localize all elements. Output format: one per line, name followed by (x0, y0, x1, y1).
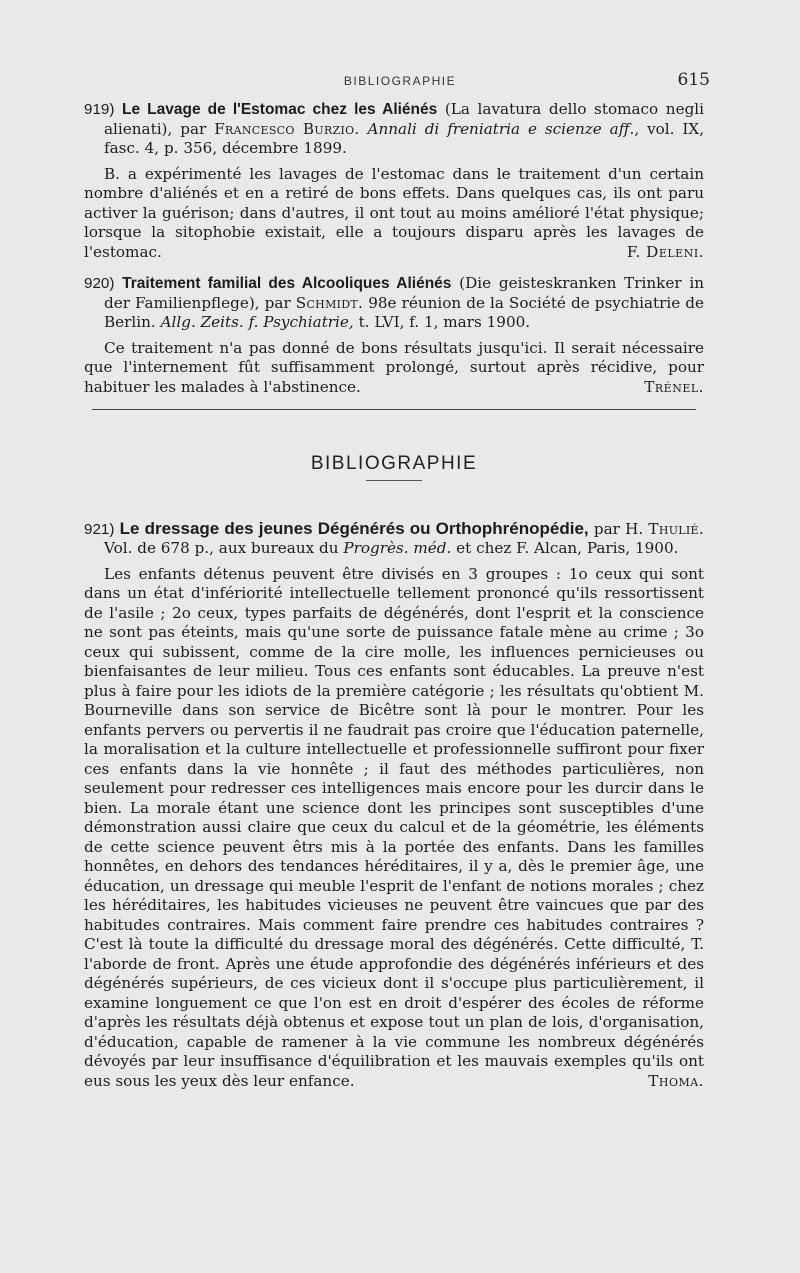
entry-by: par H. (593, 519, 644, 538)
entry-body (84, 339, 704, 398)
entry-signature: Trénel. (644, 377, 704, 396)
entry-details-2: et chez F. Alcan, Paris, 1900. (456, 539, 679, 557)
entry-title: Traitement familial des Alcooliques Aliénés (122, 275, 452, 292)
section-underline (366, 480, 422, 481)
entry-body-text: B. a expérimenté les lavages de l'estomac dans le traitement d'un certain nombre d'aliénés et en a retiré de bons effets. Dans quelques cas, ils ont paru activer la guérison; dans d'autres, il ont tout au moins amélioré l'état physique; lorsque la sitophobie existait, elle a toujours disparu après les lavages de l'estomac. (84, 164, 704, 261)
entry-920 (84, 274, 704, 397)
section-title: BIBLIOGRAPHIE (310, 453, 478, 474)
entry-details: Vol. de 678 p., aux bureaux du (104, 539, 339, 557)
page-number: 615 (677, 70, 710, 90)
entry-body (84, 165, 704, 263)
entry-number: 921) (84, 520, 115, 538)
entry-signature: Thoma. (648, 1071, 704, 1090)
entry-921 (84, 519, 704, 1092)
entry-details: , vol. IX, fasc. 4, p. 356, décembre 1899. (104, 119, 705, 157)
entry-journal: Annali di freniatria e scienze aff. (367, 119, 635, 138)
entry-details: t. LVI, f. 1, mars 1900. (358, 313, 531, 331)
entry-919 (84, 100, 704, 262)
entry-heading (84, 100, 704, 159)
entry-heading (84, 274, 704, 333)
entry-journal: Allg. Zeits. f. Psychiatrie, (160, 313, 354, 331)
entry-number: 919) (84, 101, 115, 118)
section-divider (92, 409, 696, 410)
entry-number: 920) (84, 275, 115, 292)
entry-author: Schmidt. (295, 293, 364, 312)
entry-signature: F. Deleni. (626, 242, 704, 261)
entry-subtitle: (La lavatura dello stomaco negli alienati), par (104, 100, 705, 138)
entry-heading (84, 519, 704, 559)
running-head (90, 70, 710, 94)
entry-body-text: Ce traitement n'a pas donné de bons résultats jusqu'ici. Il serait nécessaire que l'internement fût suffisamment prolongé, surtout après récidive, pour habituer les malades à l'abstinence. (84, 338, 704, 396)
entry-title: Le dressage des jeunes Dégénérés ou Orthophrénopédie, (119, 518, 589, 538)
entry-journal: Progrès. méd. (343, 539, 452, 557)
entry-subtitle: (Die geisteskranken Trinker in der Familienpflege), par (104, 274, 704, 312)
entry-pre-journal: 98e réunion de la Société de psychiatrie de Berlin. (104, 293, 704, 331)
entry-author: Francesco Burzio. (214, 119, 360, 138)
page-content (84, 100, 704, 1103)
entry-body (84, 565, 704, 1092)
entry-author: Thulié. (648, 519, 705, 538)
entry-title: Le Lavage de l'Estomac chez les Aliénés (122, 101, 438, 118)
entry-body-text: Les enfants détenus peuvent être divisés en 3 groupes : 1o ceux qui sont dans un état d'infériorité intellectuelle tellement prononcé qu'ils ressortissent de l'asile ; 2o ceux, types parfaits de dégénérés, dont l'esprit et la conscience ne sont pas éteints, mais qu'une sorte de puissance fatale mène au crime ; 3o ceux qui subissent, comme de la cire molle, les influences pernicieuses ou bienfaisantes de leur milieu. Tous ces enfants sont éducables. La preuve n'est plus à faire pour les idiots de la première catégorie ; les résultats qu'obtient M. Bourneville dans son service de Bicêtre sont là pour le montrer. Pour les enfants pervers ou pervertis il ne faudrait pas croire que l'éducation paternelle, la moralisation et la culture intellectuelle et professionnelle suffiront pour fixer ces enfants dans la vie honnête ; il faut des méthodes particulières, non seulement pour redresser ces intelligences mais encore pour les durcir dans le bien. La morale étant une science dont les principes sont susceptibles d'une démonstration aussi claire que ceux du calcul et de la géométrie, les éléments de cette science peuvent êtrs mis à la portée des enfants. Dans les familles honnêtes, en dehors des tendances héréditaires, il y a, dès le premier âge, une éducation, un dressage qui meuble l'esprit de l'enfant de notions morales ; chez les héréditaires, les habitudes vicieuses ne peuvent être vaincues que par des habitudes contraires. Mais comment faire prendre ces habitudes contraires ? C'est là toute la difficulté du dressage moral des dégénérés. Cette difficulté, T. l'aborde de front. Après une étude approfondie des dégénérés inférieurs et des dégénérés supérieurs, de ces vicieux dont il s'occupe plus particulièrement, il examine longuement ce que l'on est en droit d'espérer des écoles de réforme d'après les résultats déjà obtenus et expose tout un plan de lois, d'organisation, d'éducation, capable de ramener à la vie commune les nombreux dégénérés dévoyés par leur insuffisance d'équilibration et les mauvais exemples qu'ils ont eus sous les yeux dès leur enfance. (84, 564, 704, 1090)
running-title: BIBLIOGRAPHIE (343, 74, 457, 88)
